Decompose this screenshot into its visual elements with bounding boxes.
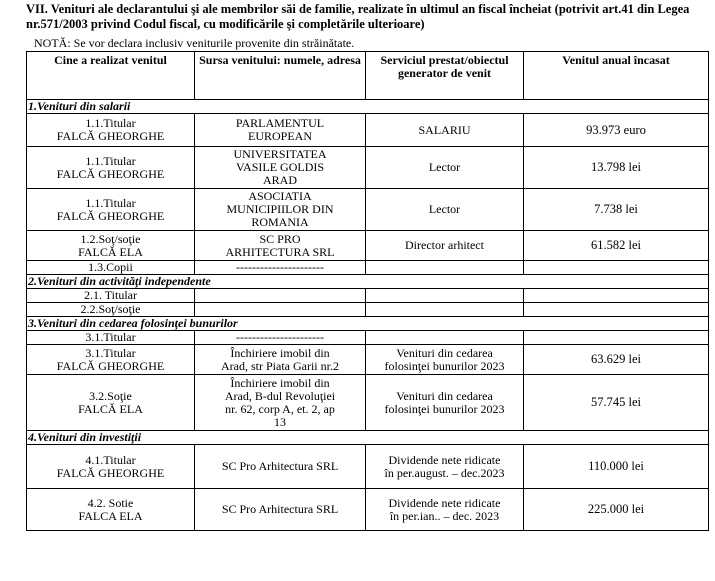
column-header: Cine a realizat venitul [27, 52, 195, 100]
income-earner-cell [27, 375, 195, 431]
income-service-cell [366, 189, 524, 231]
annual-income-cell [524, 375, 709, 431]
income-source-cell-line: ASOCIATIA [248, 189, 312, 203]
section-title: 2.Venituri din activităţi independente [27, 275, 709, 289]
income-earner-cell [27, 189, 195, 231]
table-row [27, 289, 709, 303]
annual-income-cell-line: 225.000 lei [587, 502, 645, 516]
column-header: Sursa venitului: numele, adresa [195, 52, 366, 100]
income-earner-cell-line: 3.1.Titular [85, 330, 136, 344]
table-row [27, 261, 709, 275]
income-service-cell [366, 303, 524, 317]
annual-income-cell [524, 147, 709, 189]
table-row [27, 445, 709, 489]
income-service-cell-line: Venituri din cedarea [396, 388, 493, 403]
table-row [27, 147, 709, 189]
income-service-cell [366, 147, 524, 189]
income-earner-cell-line: FALCĂ GHEORGHE [56, 166, 165, 181]
annual-income-cell [524, 345, 709, 375]
income-service-cell-line: SALARIU [418, 122, 471, 137]
income-earner-cell-line: 1.1.Titular [85, 153, 136, 168]
income-earner-cell-line: FALCĂ ELA [78, 244, 143, 259]
income-earner-cell [27, 331, 195, 345]
income-source-cell-line: SC PRO [259, 231, 301, 246]
income-source-cell-line: Arad, B-dul Revoluţiei [224, 388, 336, 403]
income-service-cell [366, 261, 524, 275]
table-body [27, 100, 709, 531]
income-earner-cell-line: 1.1.Titular [85, 116, 136, 130]
income-source-cell-line: nr. 62, corp A, et. 2, ap [225, 401, 335, 416]
income-earner-cell-line: 4.2. Sotie [87, 495, 134, 510]
annual-income-cell [524, 114, 709, 147]
section-title: 3.Venituri din cedarea folosinţei bunurilor [27, 317, 709, 331]
income-earner-cell [27, 114, 195, 147]
income-earner-cell [27, 289, 195, 303]
annual-income-cell [524, 231, 709, 261]
annual-income-cell [524, 303, 709, 317]
income-service-cell-line: Director arhitect [405, 238, 484, 252]
table-row [27, 114, 709, 147]
income-earner-cell-line: 1.1.Titular [85, 195, 136, 210]
table-row [27, 331, 709, 345]
income-earner-cell-line: 1.3.Copii [88, 260, 133, 274]
annual-income-cell-line: 110.000 lei [588, 459, 644, 473]
income-earner-cell [27, 445, 195, 489]
income-service-cell-line: folosinţei bunurilor 2023 [384, 401, 505, 416]
income-service-cell-line: în per.august. – dec.2023 [384, 465, 505, 480]
income-source-cell [195, 261, 366, 275]
income-source-cell [195, 375, 366, 431]
income-service-cell-line: Lector [428, 160, 461, 174]
income-source-cell-line: PARLAMENTUL [235, 116, 325, 130]
annual-income-cell-line: 63.629 lei [591, 352, 641, 366]
income-earner-cell-line: FALCĂ ELA [78, 401, 143, 416]
income-earner-cell [27, 489, 195, 531]
annual-income-cell [524, 289, 709, 303]
income-service-cell-line: Dividende nete ridicate [388, 452, 501, 467]
income-service-cell-line: Dividende nete ridicate [388, 495, 501, 510]
income-source-cell-line: Închiriere imobil din [230, 375, 330, 390]
income-source-cell [195, 189, 366, 231]
section-row [27, 317, 709, 331]
table-row [27, 375, 709, 431]
income-earner-cell-line: 2.1. Titular [83, 288, 137, 302]
income-earner-cell-line: 3.2.Soţie [89, 388, 132, 403]
income-earner-cell [27, 231, 195, 261]
section-row [27, 100, 709, 114]
income-earner-cell-line: 3.1.Titular [85, 345, 136, 360]
section-title: 4.Venituri din investiţii [27, 431, 709, 445]
annual-income-cell [524, 331, 709, 345]
income-service-cell [366, 345, 524, 375]
column-header: Serviciul prestat/obiectul generator de venit [366, 52, 524, 100]
income-service-cell [366, 489, 524, 531]
annual-income-cell-line: 57.745 lei [591, 395, 641, 409]
income-service-cell-line: folosinţei bunurilor 2023 [384, 358, 505, 373]
table-row [27, 189, 709, 231]
income-service-cell [366, 114, 524, 147]
income-source-cell-line: Închiriere imobil din [230, 345, 330, 360]
table-header-row [27, 52, 709, 100]
annual-income-cell [524, 489, 709, 531]
table-row [27, 489, 709, 531]
income-earner-cell-line: FALCĂ GHEORGHE [56, 129, 165, 143]
section-title: 1.Venituri din salarii [27, 100, 709, 114]
income-service-cell-line: în per.ian.. – dec. 2023 [389, 508, 500, 523]
column-header: Venitul anual încasat [524, 52, 709, 100]
annual-income-cell [524, 261, 709, 275]
income-source-cell-line: Arad, str Piata Garii nr.2 [221, 358, 339, 373]
income-source-cell-line: SC Pro Arhitectura SRL [221, 502, 339, 516]
income-source-cell-line: UNIVERSITATEA [233, 147, 327, 161]
income-service-cell-line: Lector [428, 202, 461, 216]
income-source-cell-line: 13 [274, 414, 286, 429]
income-source-cell [195, 231, 366, 261]
income-source-cell-line: ARAD [262, 173, 297, 187]
income-service-cell [366, 375, 524, 431]
income-earner-cell [27, 345, 195, 375]
income-source-cell-line: ---------------------- [236, 260, 324, 274]
income-service-cell [366, 331, 524, 345]
income-service-cell [366, 231, 524, 261]
annual-income-cell-line: 7.738 lei [594, 202, 638, 216]
income-earner-cell-line: 4.1.Titular [85, 452, 136, 467]
income-source-cell-line: ---------------------- [236, 330, 324, 344]
income-source-cell [195, 289, 366, 303]
income-source-cell [195, 147, 366, 189]
income-source-cell-line: ROMANIA [251, 215, 309, 229]
section-heading: VII. Venituri ale declarantului şi ale membrilor săi de familie, realizate în ultimul an fiscal încheiat (potrivit art.41 din Legea nr.571/2003 privind Codul fiscal, cu modificările şi completările ulterioare) [26, 2, 690, 31]
income-earner-cell-line: FALCA ELA [78, 508, 143, 523]
table-row [27, 231, 709, 261]
income-source-cell-line: SC Pro Arhitectura SRL [221, 459, 339, 473]
annual-income-cell-line: 61.582 lei [591, 238, 641, 252]
income-table [26, 51, 709, 531]
annual-income-cell [524, 189, 709, 231]
income-source-cell-line: VASILE GOLDIS [235, 160, 325, 174]
income-source-cell-line: ARHITECTURA SRL [225, 244, 335, 259]
income-source-cell [195, 114, 366, 147]
table-row [27, 345, 709, 375]
income-earner-cell-line: FALCĂ GHEORGHE [56, 358, 165, 373]
section-row [27, 431, 709, 445]
income-source-cell [195, 303, 366, 317]
annual-income-cell [524, 445, 709, 489]
income-source-cell [195, 345, 366, 375]
income-earner-cell-line: FALCĂ GHEORGHE [56, 465, 165, 480]
income-service-cell-line: Venituri din cedarea [396, 345, 493, 360]
income-source-cell [195, 445, 366, 489]
annual-income-cell-line: 93.973 euro [586, 122, 646, 137]
income-source-cell [195, 331, 366, 345]
section-row [27, 275, 709, 289]
income-earner-cell-line: FALCĂ GHEORGHE [56, 208, 165, 223]
income-service-cell [366, 289, 524, 303]
income-service-cell [366, 445, 524, 489]
income-source-cell-line: MUNICIPIILOR DIN [226, 202, 334, 216]
income-earner-cell-line: 2.2.Soţ/soţie [80, 302, 141, 316]
income-earner-cell [27, 147, 195, 189]
income-source-cell-line: EUROPEAN [247, 129, 312, 143]
income-earner-cell [27, 303, 195, 317]
annual-income-cell-line: 13.798 lei [591, 160, 641, 174]
income-earner-cell [27, 261, 195, 275]
table-row [27, 303, 709, 317]
income-earner-cell-line: 1.2.Soţ/soţie [80, 231, 141, 246]
income-source-cell [195, 489, 366, 531]
note-text: NOTĂ: Se vor declara inclusiv veniturile provenite din străinătate. [34, 36, 355, 50]
